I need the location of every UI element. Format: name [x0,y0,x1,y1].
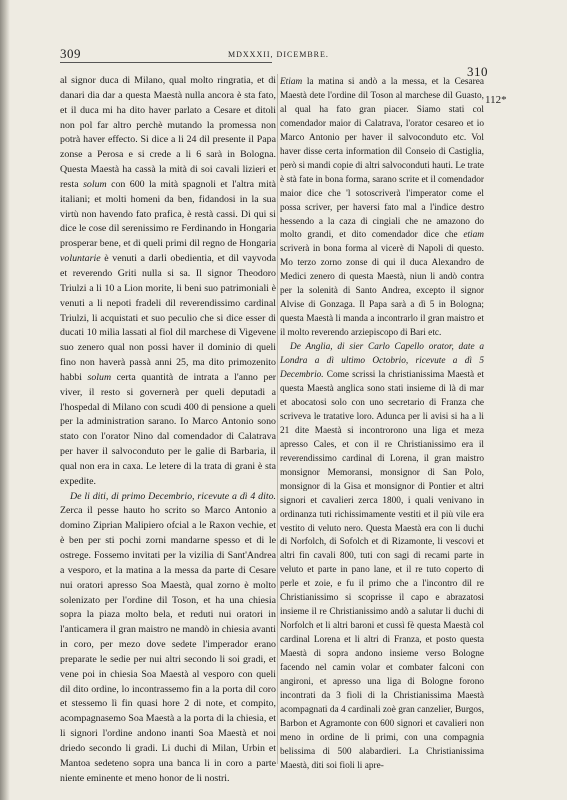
text-run: è venuti a darli obedientia, et dil vayvoda et reverendo Griti nulla si sa. Il signor Theodoro Triulzi a li 10 a Lion morite, li beni suo patrimoniali è venuti a li nepoti fradeli dil reverendissimo cardinal Triulzi, li acquistati et suo peculio che si dice esser di ducati 10 milia lassati al fiol dil marchese di Vigevene suo zenero qual non possi haver il dominio di queli fino non haverà passà anni 25, ma dito primozenito habbi [60,253,276,383]
italic-run: solum [83,178,107,190]
header-rule [60,62,272,63]
letter-heading: De Anglia, di sier Carlo Capello orator, date a Londra a dì ultimo Octobrio, ricevute a dì 5 Decembrio. [280,342,484,381]
text-run: certa quantità de intrata a l'anno per viver, il resto si governerà per queli deputadi a l'hospedal di Milano con scudi 400 di pensione a queli per la administration sarano. Io Marco Antonio sono stato con l'orator Nino dal comendador di Calatrava per haver il salvoconduto per le galie di Barbaria, il qual non era in caxa. Le letere di la trata di grani è sta expedite. [60,371,277,487]
text-run: al signor duca di Milano, qual molto ringratia, et di danari dia dar a questa Maestà nulla ancora è sta fato, et il duca mi ha dito haver parlato a Cesare et ditoli non pol far altro perchè mutando la promessa non potrà haver effecto. Si dice a li 24 dil presente il Papa zonse a Perosa e si crede a li 6 sarà in Bologna. Questa Maestà ha cassà la mità di soi cavali lizieri et resta [60,75,276,190]
paragraph [60,490,276,787]
italic-run: Etiam [280,77,303,87]
page-number-left: 309 [60,46,81,61]
text-column-left [60,74,276,787]
italic-run: etiam [463,230,484,241]
margin-note: 112* [485,94,507,106]
letter-heading: De li diti, di primo Decembrio, ricevute a dì 4 dito. [70,490,276,502]
paragraph [280,76,484,341]
paragraph [280,341,484,774]
italic-run: solum [87,371,112,383]
text-run: scriverà in bona forma al vicerè di Napoli di questo. Mo terzo zorno zonse di qui il duca Alexandro de Medici zenero di questa Maestà, niun li andò contra per la solenità di Santo Andrea, excepto il signor Alvise di Gonzaga. Il Papa sarà a dì 5 in Bologna; questa Maestà li manda a incontrarlo il gran maistro et il molto reverendo arziepiscopo di Bari etc. [280,244,484,339]
text-column-right [280,76,484,774]
page-shadow-edge [0,0,10,800]
italic-run: voluntarie [60,253,101,265]
text-run: la matina si andò a la messa, et la Cesarea Maestà dete l'ordine dil Toson al marchese dil Guasto, al qual ha fato gran piacer. Siamo stati col comendador maior di Calatrava, l'orator cesareo et io Marco Antonio per haver il salvoconduto etc. Vol haver disse certa information dil Conseio di Castiglia, però si mandi copie di altri salvoconduti hauti. Le trate è stà fate in bona forma, sarano scrite et il comendador maior dice che 'l sotoscriverà l'imperator come el possa scriver, per haversi fato mal a l'indice destro hessendo a la caza di cingiali che ne amazono do molto grandi, et dito comendador dice che [280,77,485,241]
column-gutter [277,74,278,764]
text-run: Come scrissi la christianissima Maestà et questa Maestà anglica sono stati insieme di là di mar et abocatosi solo con uno secretario di Franza che scriveva le tratative loro. Adunca per li avisi si ha a li 21 dite Maestà si incontrorono una liga et meza apresso Cales, et con il re Christianissimo era il reverendissimo cardinal di Lorena, il gran maistro monsignor Memoransi, monsignor di San Polo, monsignor di la Gisa et monsignor di Pontier et altri signori et cavalieri zerca 1800, i quali venivano in ordinanza tuti richissimamente vestiti et il più vile era vestito di veluto nero. Questa Maestà era con li duchi di Norfolch, di Sofolch et di Rizamonte, li vescovi et altri fin cavali 800, tuti con sagi di recami parte in veluto et parte in pano lane, et il re tuto coperto di perle et zoie, e fu il primo che a l'incontro dil re Christianissimo si scoprisse il capo e abrazatosi insieme il re Christianissimo andò a salutar li duchi di Norfolch et li altri baroni et cussì fè questa Maestà col cardinal Lorena et li altri di Franza, et posto questa Maestà di sopra andono insieme verso Bologne facendo nel camin volar et combater falconi con angironi, et apresso una liga di Bologne forono incontrati da 3 fioli di la Christianissima Maestà acompagnati da 4 cardinali zoè gran canzelier, Burgos, Barbon et Agramonte con 600 signori et cavalieri non meno in ordine de li primi, con una compagnia belissima di 500 alabardieri. La Christianissima Maestà, diti soi fioli li apre- [280,370,485,771]
text-run: Zerca il pesse hauto ho scrito so Marco Antonio a domino Ziprian Malipiero ofcial a le Raxon vechie, et è ben per sti pochi zorni mandarne spesso et di le ostrege. Fossemo invitati per la vizilia di Sant'Andrea a vesporo, et la matina a la messa da parte di Cesare nui oratori apresso Soa Maestà, qual zorno è molto solenizato per l'ordine dil Toson, et ha una chiesia sopra la piaza molto bela, et reduti nui oratori in l'anticamera il gran maistro ne mandò in chiesia avanti in coro, per mezo dove sedete l'imperador erano preparate le sedie per nui altri secondo li soi gradi, et vene poi in chiesia Soa Maestà al vesporo con queli dil dito ordine, lo incontrassemo fin a la porta dil coro et stessemo lì fin quasi hore 2 di note, et compito, acompagnasemo Soa Maestà a la porta di la chiesia, et li signori l'ordine andono inanti Soa Maestà et noi driedo secondo li gradi. Li duchi di Milan, Urbin et Mantoa sedeteno sopra una banca li in coro a parte niente eminente et meno honor de li nostri. [60,505,276,784]
running-head: MDXXXII, DICEMBRE. [228,50,329,59]
page-number-right: 310 [467,64,488,79]
paragraph [60,74,276,490]
text-run: con 600 la mità spagnoli et l'altra mità italiani; et molti homeni da ben, fidandosi in la sua virtù non havendo fato prafica, è restà cassi. Di qui si dice le cose dil serenissimo re Ferdinando in Hongaria prosperar bene, et di queli primi dil regno de Hongaria [60,178,276,250]
